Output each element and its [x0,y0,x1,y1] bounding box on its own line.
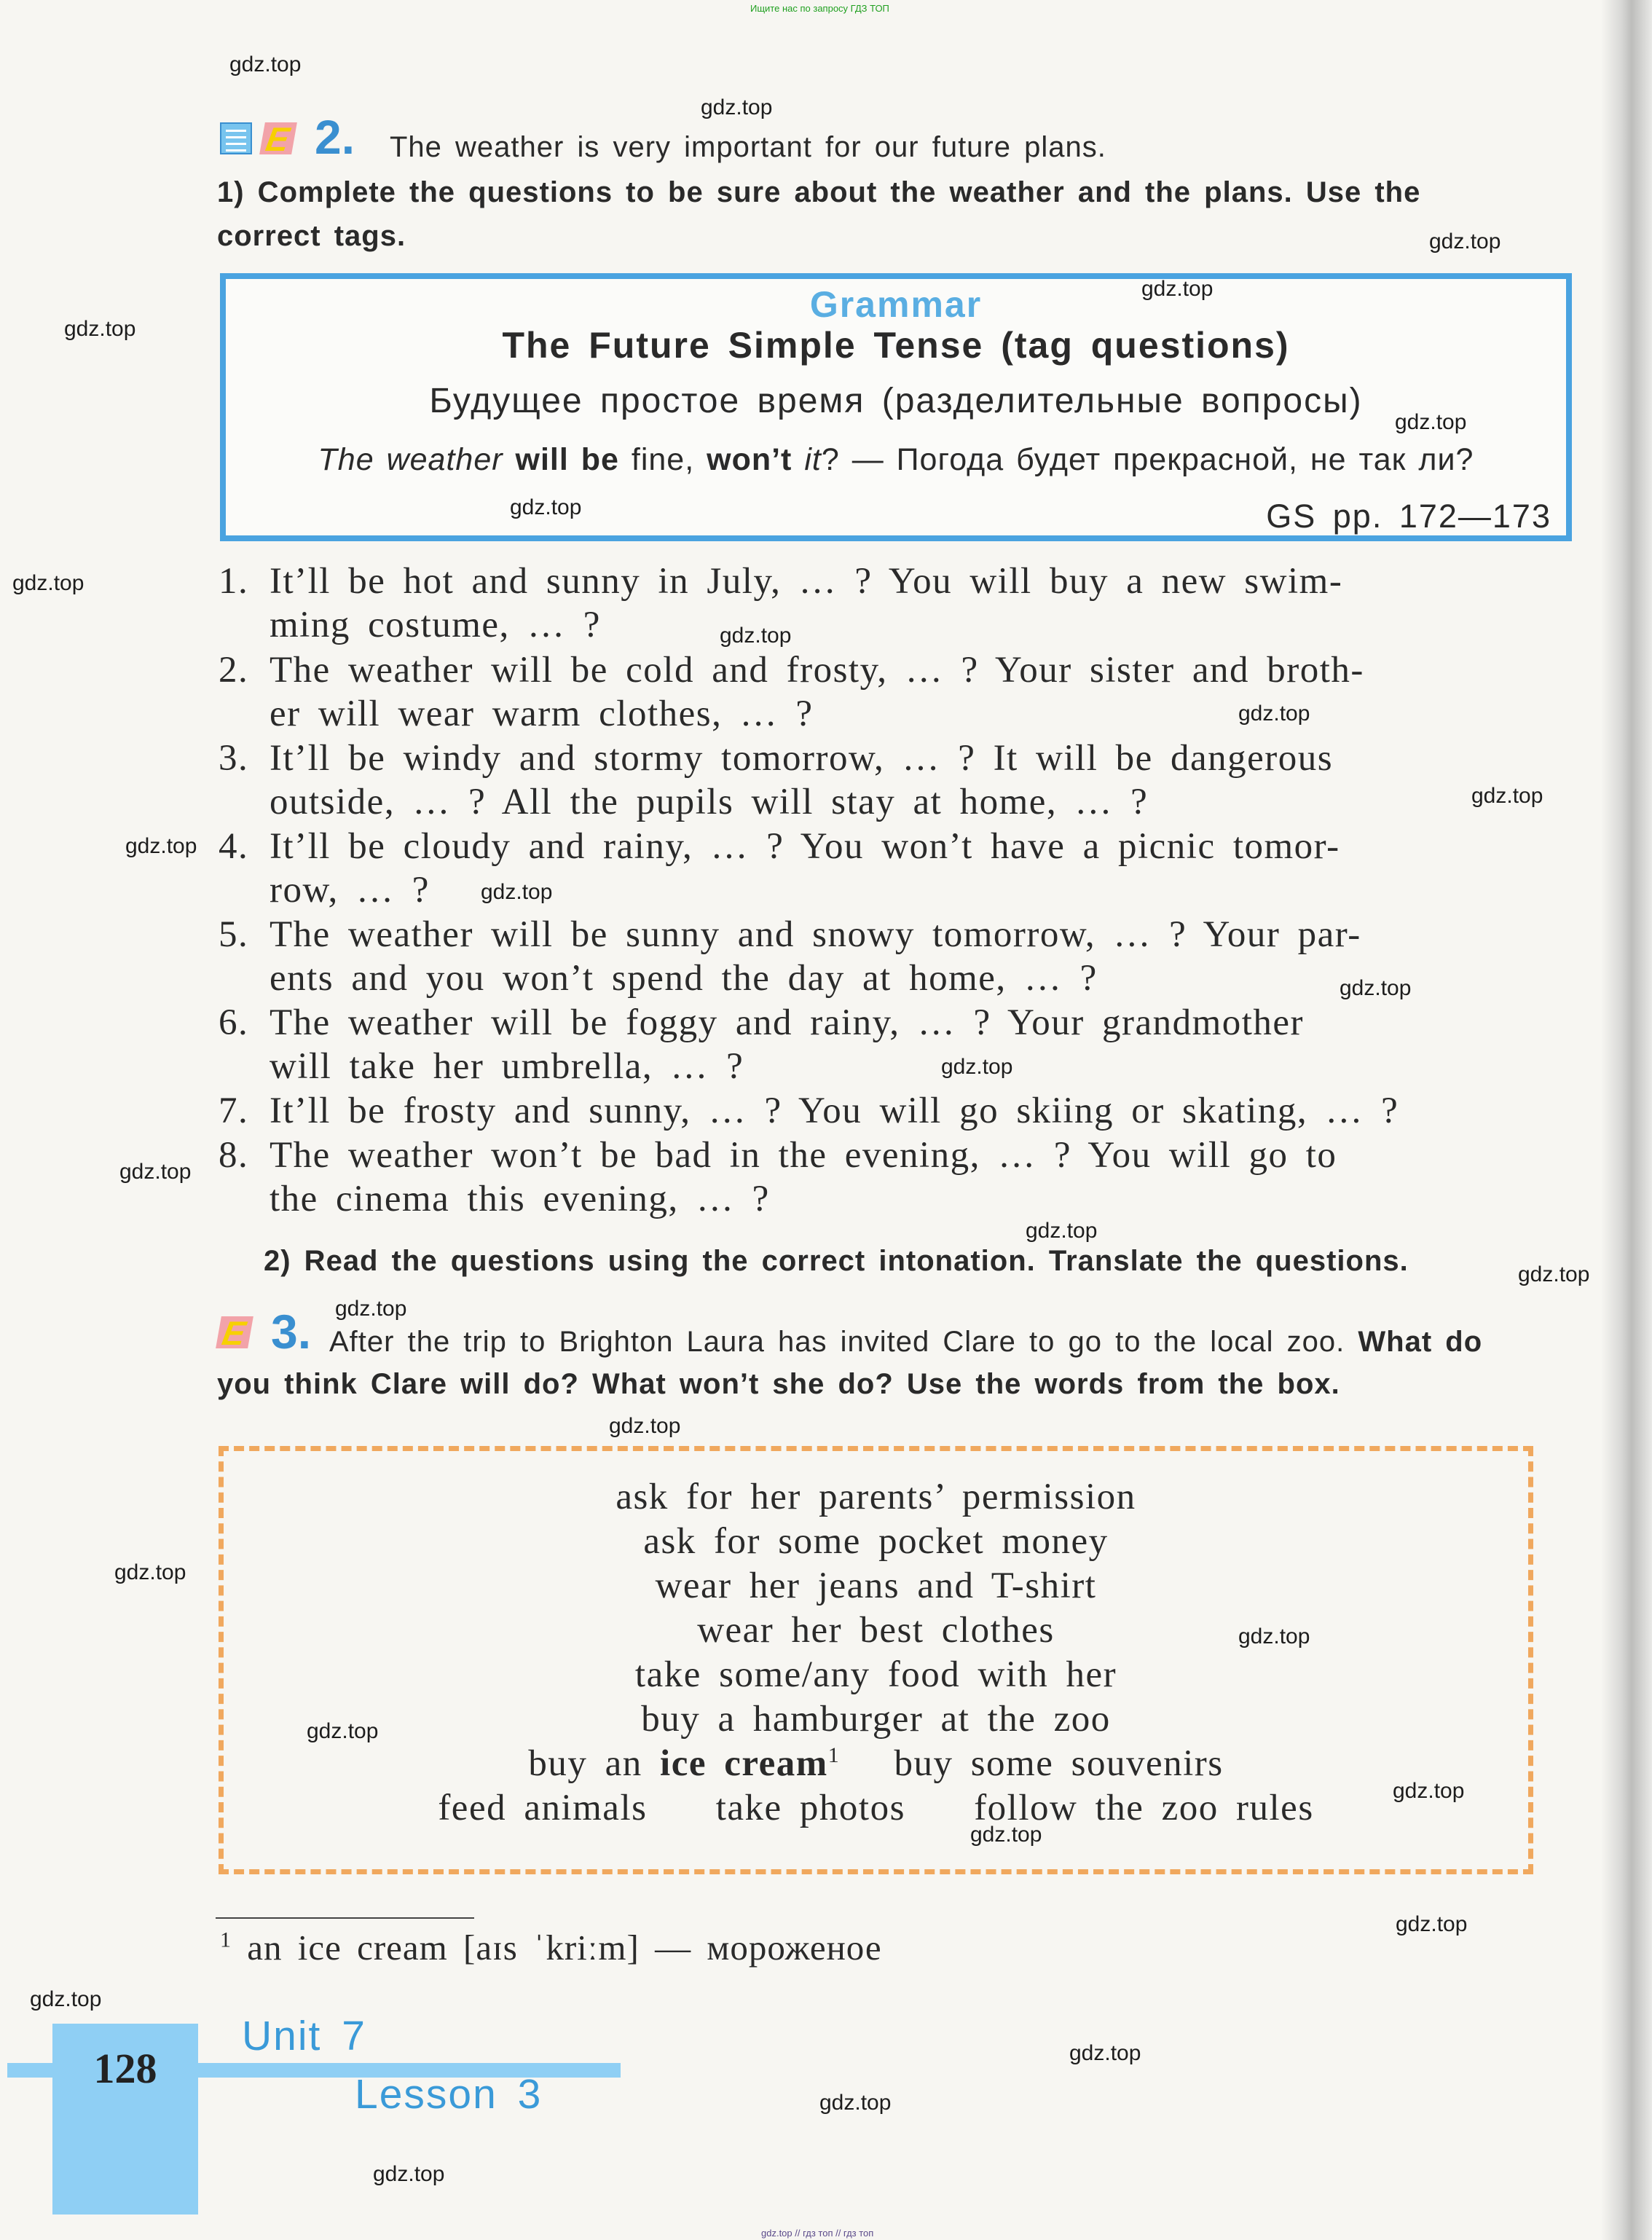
item-line: The weather will be foggy and rainy, … ? Your grandmother [270,1002,1305,1043]
grammar-example [226,442,1566,478]
list-item [219,648,1364,736]
watermark: gdz.top [12,571,84,595]
word-box-line: wear her jeans and T-shirt [655,1565,1097,1606]
phrase: follow the zoo rules [974,1788,1314,1828]
footnote-mark: 1 [220,1927,232,1952]
intro-text: After the trip to Brighton Laura has invited Clare to go to the local zoo. [329,1326,1345,1358]
grammar-box [220,273,1572,541]
watermark: gdz.top [819,2091,892,2115]
watermark: gdz.top [335,1297,407,1321]
watermark: gdz.top [1393,1779,1465,1803]
item-line: It’ll be hot and sunny in July, … ? You will buy a new swim- [270,561,1343,602]
footnote-divider [216,1917,474,1919]
item-number: 5. [219,914,249,955]
watermark: gdz.top [701,95,773,119]
item-line: It’ll be windy and stormy tomorrow, … ? It will be dangerous [270,738,1334,779]
watermark: gdz.top [125,834,197,858]
item-line: row, … ? [270,870,430,911]
example-tag: won’t [707,442,792,477]
word-box-line [224,1787,1528,1829]
item-line: er will wear warm clothes, … ? [270,693,814,734]
exercise-2-instruction-line1: 1) Complete the questions to be sure about the weather and the plans. Use the [217,176,1421,208]
list-icon [220,122,252,154]
example-subject: The weather [318,442,503,477]
item-line: outside, … ? All the pupils will stay at home, … ? [270,782,1149,822]
watermark: gdz.top [970,1823,1042,1847]
watermark: gdz.top [1518,1262,1590,1286]
watermark: gdz.top [119,1160,192,1184]
example-translation: ? — Погода будет прекрасной, не так ли? [821,442,1474,477]
watermark: gdz.top [1141,277,1214,301]
list-item [219,1001,1304,1088]
lesson-label: Lesson 3 [355,2071,543,2118]
word-box-line [224,1742,1528,1785]
watermark: gdz.top [1340,976,1412,1000]
top-site-link[interactable]: Ищите нас по запросу ГДЗ ТОП [750,3,889,14]
grammar-title-ru: Будущее простое время (разделительные вопросы) [429,382,1363,420]
unit-label: Unit 7 [242,2013,366,2059]
example-verb: will be [515,442,619,477]
watermark: gdz.top [30,1987,102,2011]
list-item [219,1089,1399,1133]
grammar-title: The Future Simple Tense (tag questions) [502,325,1290,366]
e-icon: E [259,122,297,154]
exercise-3-question: you think Clare will do? What won’t she do? Use the words from the box. [217,1368,1340,1400]
item-number: 2. [219,650,249,691]
watermark: gdz.top [1429,229,1501,254]
watermark: gdz.top [1471,784,1543,808]
watermark: gdz.top [609,1414,681,1438]
word-box-line: ask for some pocket money [643,1521,1109,1562]
watermark: gdz.top [1396,1912,1468,1936]
watermark: gdz.top [941,1055,1013,1079]
example-pronoun: it [804,442,822,477]
exercise-3-intro [329,1326,1482,1359]
exercise-number: 2. [315,110,355,164]
footnote [220,1927,882,1968]
item-line: the cinema this evening, … ? [270,1179,770,1219]
watermark: gdz.top [1238,1624,1310,1648]
watermark: gdz.top [229,52,302,76]
watermark: gdz.top [720,624,792,648]
item-number: 8. [219,1135,249,1176]
item-line: It’ll be frosty and sunny, … ? You will go skiing or skating, … ? [270,1090,1399,1131]
exercise-2-instruction-line2: correct tags. [217,220,406,252]
exercise-2-header [315,109,355,165]
item-line: ming costume, … ? [270,605,601,645]
item-number: 4. [219,826,249,867]
grammar-label: Grammar [809,284,983,325]
list-item [219,736,1333,824]
item-line: The weather will be cold and frosty, … ? Your sister and broth- [270,650,1364,691]
book-spine [1601,0,1652,2240]
item-line: The weather won’t be bad in the evening, … ? You will go to [270,1135,1337,1176]
word-box-line: wear her best clothes [697,1610,1055,1651]
grammar-reference: GS pp. 172—173 [1266,498,1551,535]
item-line: It’ll be cloudy and rainy, … ? You won’t have a picnic tomor- [270,826,1340,867]
footnote-text: an ice cream [aɪs ˈkriːm] — мороженое [247,1927,882,1968]
exercise-number: 3. [271,1305,312,1359]
list-item [219,913,1361,1000]
watermark: gdz.top [114,1560,186,1584]
watermark: gdz.top [1069,2041,1141,2065]
item-number: 1. [219,561,249,602]
item-number: 7. [219,1090,249,1131]
phrase: buy an [528,1743,642,1784]
item-line: The weather will be sunny and snowy tomorrow, … ? Your par- [270,914,1361,955]
word-box [219,1446,1533,1874]
word-box-line: ask for her parents’ permission [615,1477,1136,1517]
item-line: ents and you won’t spend the day at home, … ? [270,958,1098,999]
exercise-2-intro: The weather is very important for our future plans. [390,131,1106,163]
list-item [219,825,1340,912]
page-number: 128 [93,2045,157,2092]
phrase: feed animals [438,1788,648,1828]
exercise-3-header [271,1304,311,1359]
phrase-bold: ice cream [660,1743,828,1784]
watermark: gdz.top [510,495,582,519]
list-item [219,1133,1337,1221]
item-line: will take her umbrella, … ? [270,1046,744,1087]
item-number: 6. [219,1002,249,1043]
phrase: take photos [715,1788,905,1828]
watermark: gdz.top [481,880,553,904]
item-number: 3. [219,738,249,779]
e-icon: E [216,1316,253,1348]
word-box-line: buy a hamburger at the zoo [641,1699,1111,1740]
footnote-ref: 1 [827,1743,841,1767]
exercise-2-instruction2: 2) Read the questions using the correct intonation. Translate the questions. [264,1245,1409,1277]
watermark: gdz.top [307,1719,379,1743]
watermark: gdz.top [1238,702,1310,726]
watermark: gdz.top [1026,1219,1098,1243]
phrase: buy some souvenirs [894,1743,1224,1784]
example-adj: fine, [631,442,695,477]
watermark: gdz.top [64,317,136,341]
watermark: gdz.top [1395,410,1467,434]
bottom-site-link[interactable]: gdz.top // гдз топ // гдз топ [761,2228,874,2239]
watermark: gdz.top [373,2162,445,2186]
question-text: What do [1358,1326,1483,1358]
word-box-line: take some/any food with her [634,1654,1117,1695]
